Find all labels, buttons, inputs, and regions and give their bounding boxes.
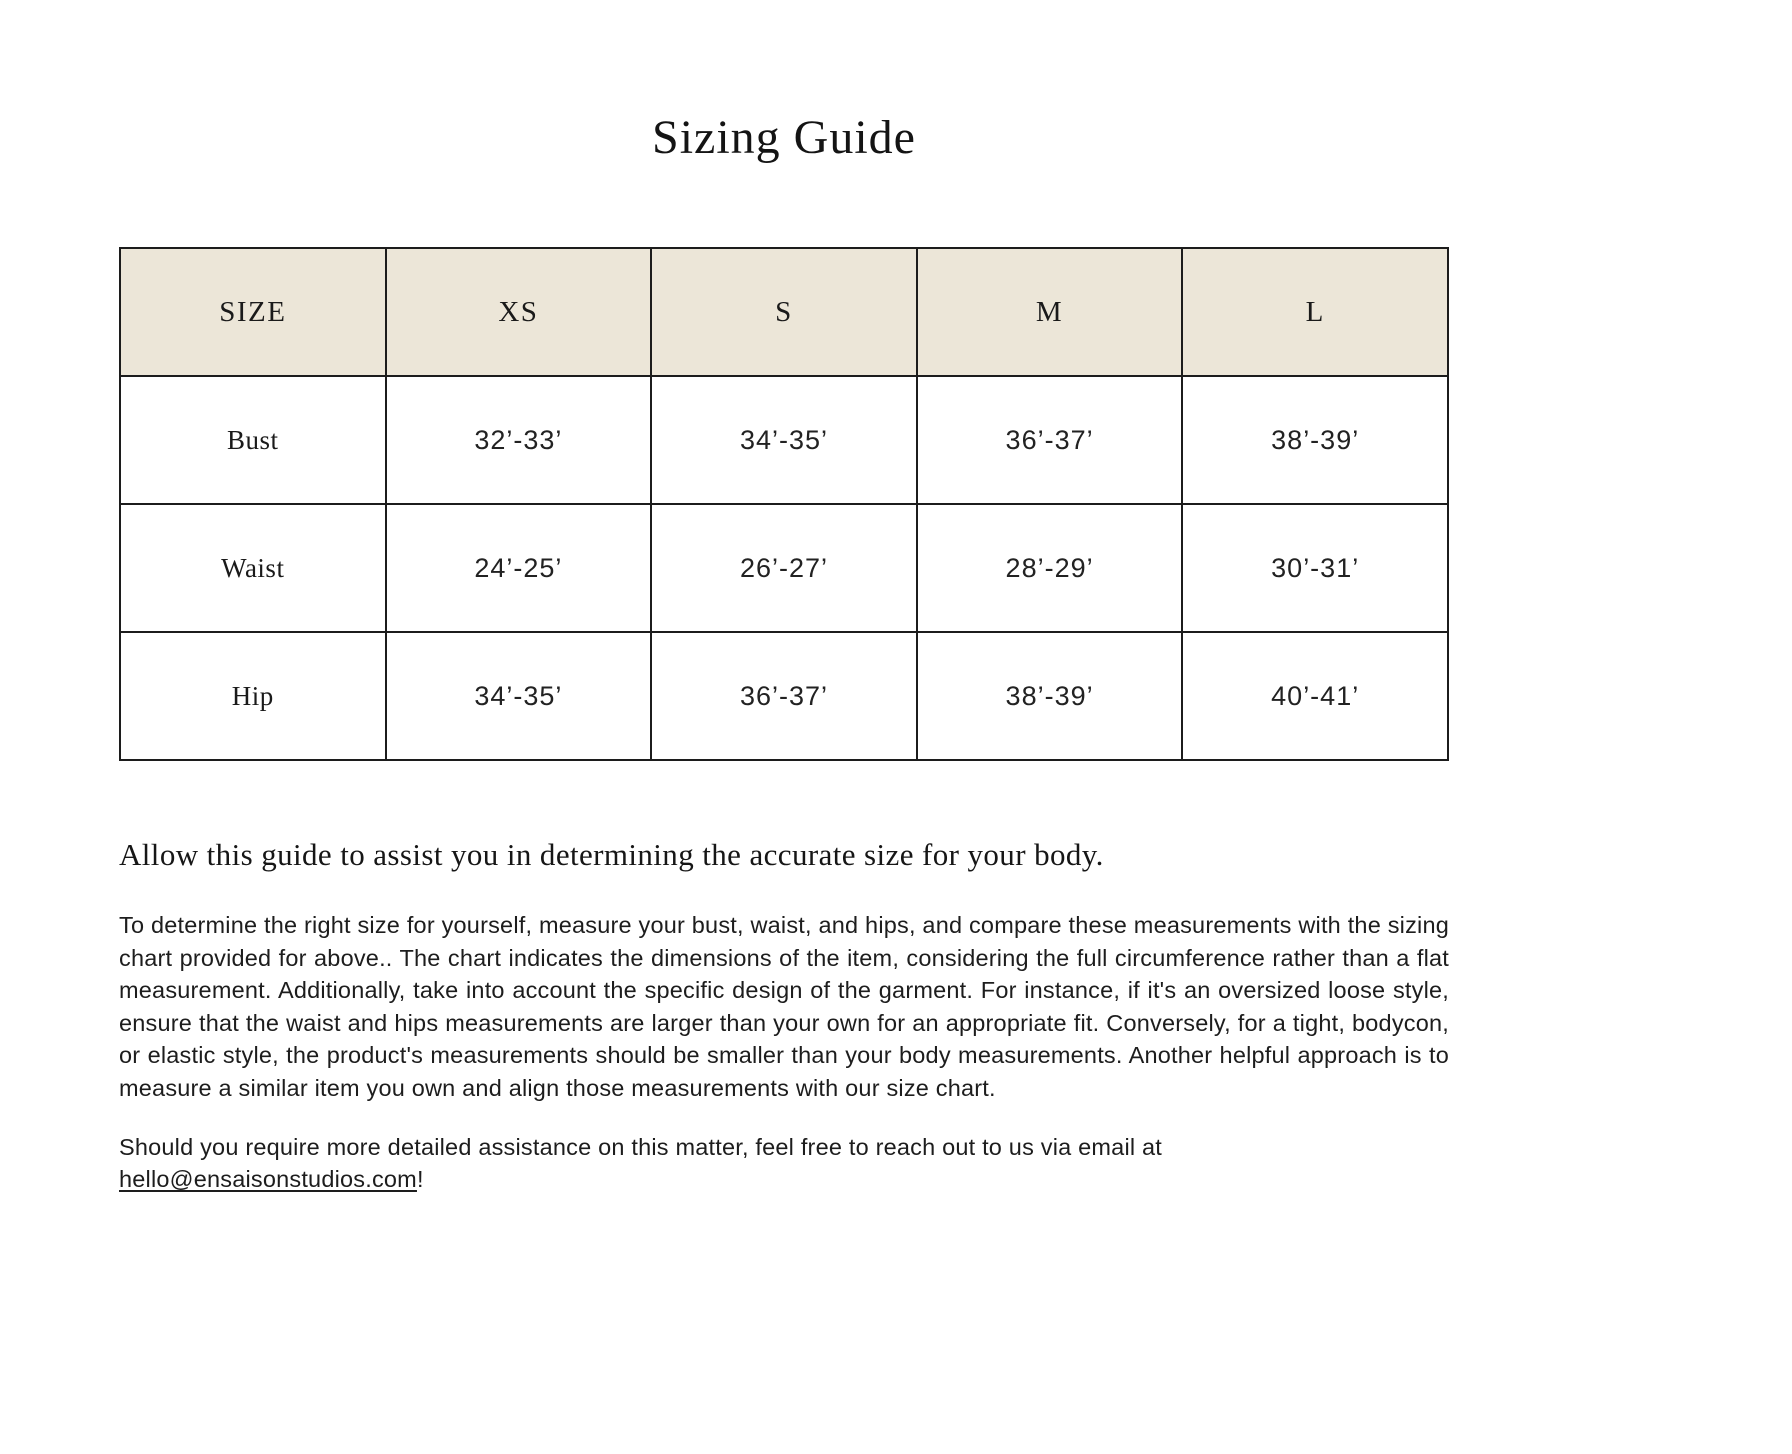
row-label-waist: Waist (120, 504, 386, 632)
cell-hip-xs: 34’-35’ (386, 632, 652, 760)
contact-text-suffix: ! (416, 1166, 424, 1192)
col-header-size: SIZE (120, 248, 386, 376)
col-header-l: L (1182, 248, 1448, 376)
guide-contact-line (119, 1131, 1449, 1195)
col-header-m: M (917, 248, 1183, 376)
table-row-bust (120, 376, 1448, 504)
cell-bust-m: 36’-37’ (917, 376, 1183, 504)
col-header-s: S (651, 248, 917, 376)
cell-hip-s: 36’-37’ (651, 632, 917, 760)
cell-bust-xs: 32’-33’ (386, 376, 652, 504)
col-header-xs: XS (386, 248, 652, 376)
table-row-waist (120, 504, 1448, 632)
cell-hip-m: 38’-39’ (917, 632, 1183, 760)
contact-email-link[interactable]: hello@ensaisonstudios.com (119, 1166, 417, 1192)
cell-waist-m: 28’-29’ (917, 504, 1183, 632)
guide-paragraph: To determine the right size for yourself, measure your bust, waist, and hips, and compare these measurements with the sizing chart provided for above.. The chart indicates the dimensions of the item, considering the full circumference rather than a flat measurement. Additionally, take into account the specific design of the garment. For instance, if it's an oversized loose style, ensure that the waist and hips measurements are larger than your own for an appropriate fit. Conversely, for a tight, bodycon, or elastic style, the product's measurements should be smaller than your body measurements. Another helpful approach is to measure a similar item you own and align those measurements with our size chart. (119, 912, 1449, 1101)
page-title: Sizing Guide (652, 111, 916, 164)
table-row-hip (120, 632, 1448, 760)
cell-hip-l: 40’-41’ (1182, 632, 1448, 760)
sizing-table-body (120, 376, 1448, 760)
cell-waist-xs: 24’-25’ (386, 504, 652, 632)
sizing-guide-page (119, 110, 1449, 1195)
cell-waist-l: 30’-31’ (1182, 504, 1448, 632)
cell-bust-s: 34’-35’ (651, 376, 917, 504)
contact-text-prefix: Should you require more detailed assistance on this matter, feel free to reach out to us via email at (119, 1134, 1163, 1160)
row-label-hip: Hip (120, 632, 386, 760)
guide-subtitle: Allow this guide to assist you in determining the accurate size for your body. (119, 837, 1104, 872)
sizing-table-header (120, 248, 1448, 376)
row-label-bust: Bust (120, 376, 386, 504)
cell-waist-s: 26’-27’ (651, 504, 917, 632)
sizing-table (119, 247, 1449, 761)
header-row (120, 248, 1448, 376)
cell-bust-l: 38’-39’ (1182, 376, 1448, 504)
